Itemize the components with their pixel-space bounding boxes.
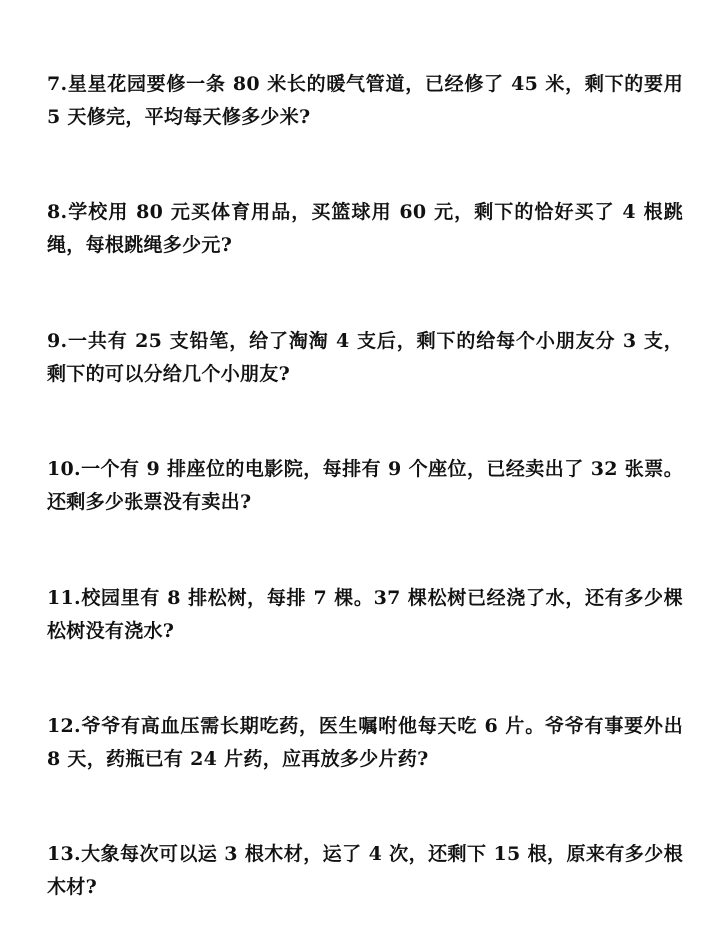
problem-8 [47, 196, 683, 262]
problem-13 [47, 838, 683, 904]
problem-text: 9.一共有 25 支铅笔，给了淘淘 4 支后，剩下的给每个小朋友分 3 支，剩下的可以分给几个小朋友? [47, 330, 683, 385]
problem-text: 12.爷爷有高血压需长期吃药，医生嘱咐他每天吃 6 片。爷爷有事要外出 8 天，药瓶已有 24 片药，应再放多少片药? [47, 715, 683, 770]
problem-11 [47, 582, 683, 648]
problem-text: 8.学校用 80 元买体育用品，买篮球用 60 元，剩下的恰好买了 4 根跳绳，每根跳绳多少元? [47, 201, 683, 256]
problem-10 [47, 453, 683, 519]
problem-12 [47, 710, 683, 776]
problem-9 [47, 325, 683, 391]
problem-7 [47, 68, 683, 134]
problem-text: 11.校园里有 8 排松树，每排 7 棵。37 棵松树已经浇了水，还有多少棵松树没有浇水? [47, 587, 683, 642]
problem-text: 10.一个有 9 排座位的电影院，每排有 9 个座位，已经卖出了 32 张票。还剩多少张票没有卖出? [47, 458, 683, 513]
problem-text: 13.大象每次可以运 3 根木材，运了 4 次，还剩下 15 根，原来有多少根木材? [47, 843, 683, 898]
problem-text: 7.星星花园要修一条 80 米长的暖气管道，已经修了 45 米，剩下的要用 5 天修完，平均每天修多少米? [47, 73, 683, 128]
